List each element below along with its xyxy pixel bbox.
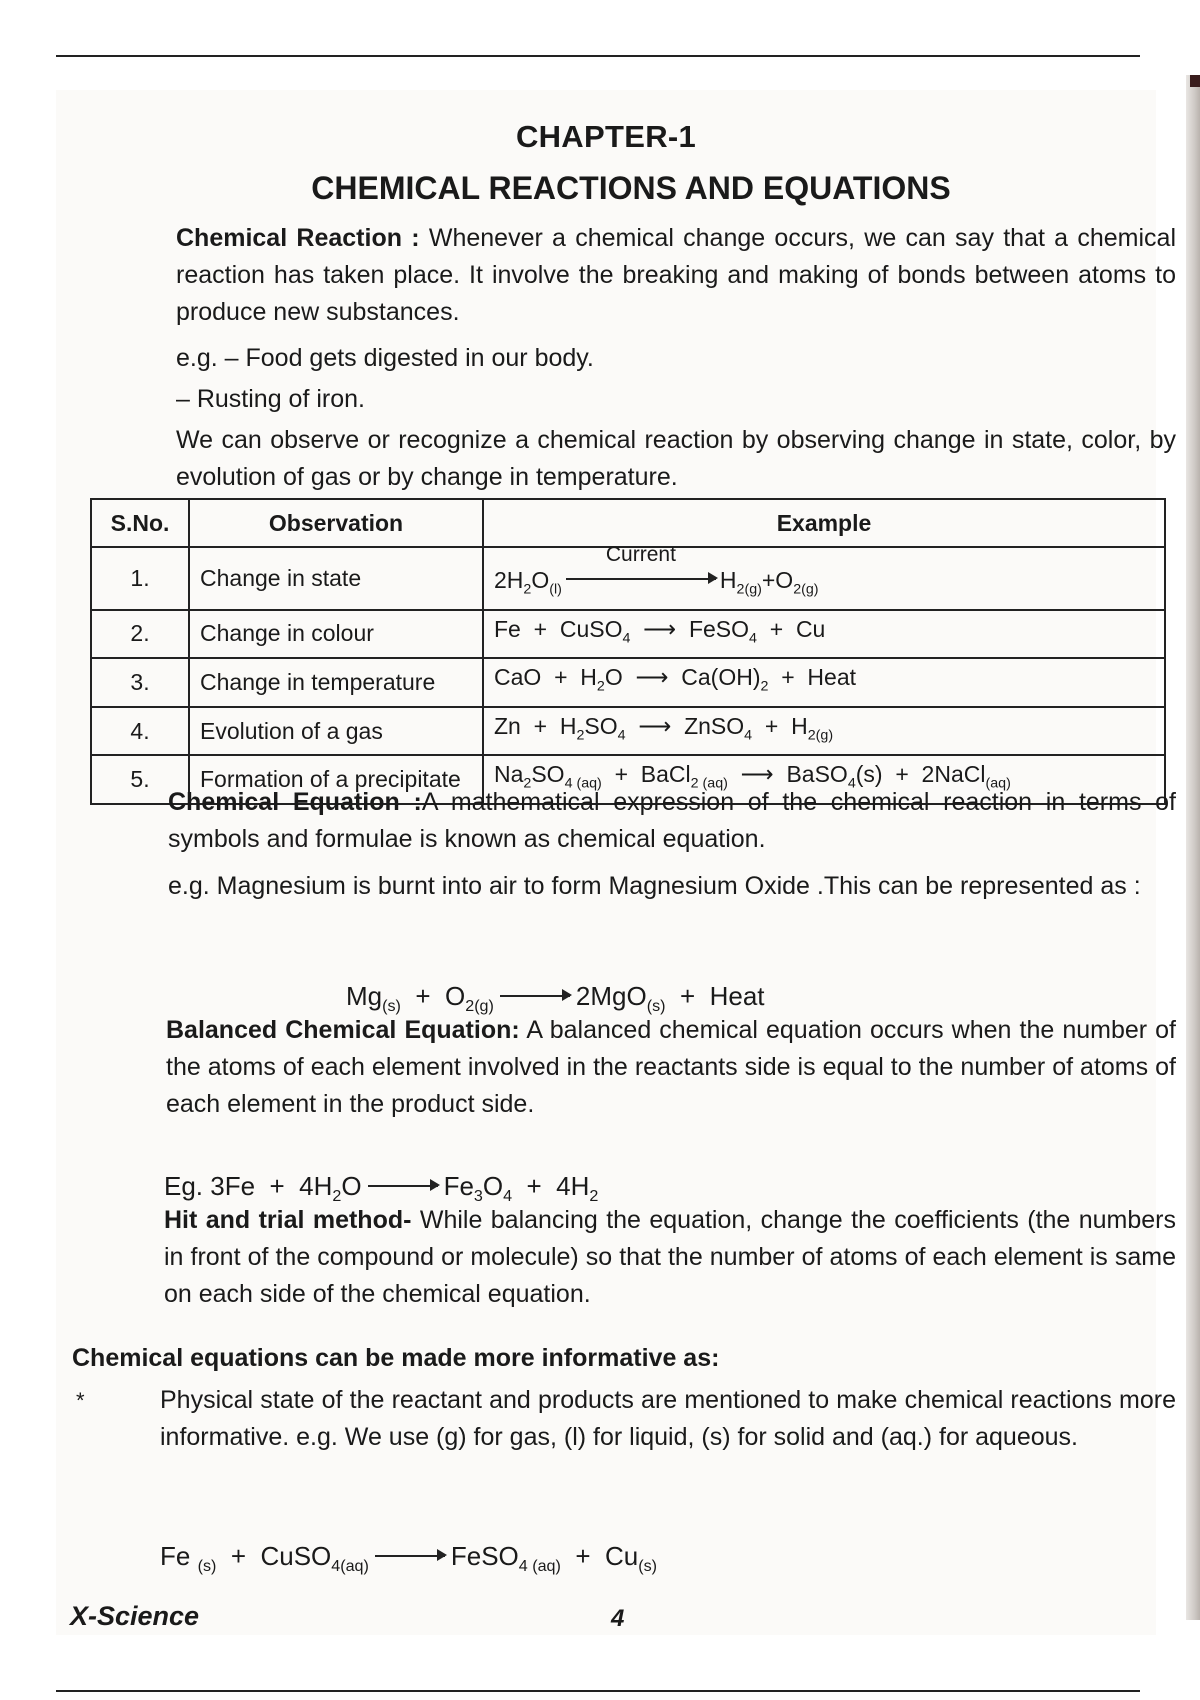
magnesium-equation: $Mg_{(s)} + O_{2(g)}$ 2MgO$_{(s)}$ + Heat [346, 981, 765, 1016]
row-observation: Change in colour [189, 610, 483, 659]
example-line-1: e.g. – Food gets digested in our body. [176, 344, 594, 372]
table-row [91, 658, 1165, 707]
hit-trial-term: Hit and trial method- [164, 1206, 412, 1234]
row-sno: 2. [91, 610, 189, 659]
row-example: Fe + CuSO$_4$ ⟶ FeSO$_4$ + Cu [483, 610, 1165, 659]
table-row [91, 547, 1165, 610]
current-arrow [562, 543, 720, 599]
row-observation: Change in state [189, 547, 483, 610]
observations-table [90, 498, 1166, 805]
arrow-label: Current [605, 543, 676, 566]
page-number: 4 [611, 1605, 625, 1632]
header-example: Example [483, 499, 1165, 547]
table-row [91, 707, 1165, 756]
document-page [56, 90, 1177, 1635]
row-example: $Na_2SO_{4 (aq)}$ + BaCl$_{2 (aq)}$ ⟶ BaSO$_4$(s) + 2NaCl$_{(aq)}$ [483, 755, 1165, 804]
iron-equation: Eg. $3Fe + 4H_2O$ $Fe_3O_4 + 4H_2$ [164, 1171, 599, 1206]
page-edge-mark [1190, 75, 1200, 87]
chemical-equation-text: A mathematical expression of the chemical reaction in terms of symbols and formulae is known as chemical equation. [168, 788, 1177, 853]
observe-paragraph: We can observe or recognize a chemical reaction by observing change in state, color, by evolution of gas or by change in temperature. [176, 426, 1176, 491]
hit-trial-text: While balancing the equation, change the coefficients (the numbers in front of the compound or molecule) so that the number of atoms of each element is same on each side of the chemical equation. [164, 1206, 1176, 1308]
informative-heading: Chemical equations can be made more informative as: [72, 1344, 720, 1372]
row-example: $Zn + H_2SO_4$ ⟶ ZnSO$_4$ + $H_{2(g)}$ [483, 707, 1165, 756]
row-sno: 1. [91, 547, 189, 610]
copper-sulphate-equation: Fe $_{(s)}$ + CuSO$_{4(aq)}$ FeSO$_{4 (aq)}$ + $Cu_{(s)}$ [160, 1541, 658, 1576]
balanced-equation-term: Balanced Chemical Equation: [166, 1016, 520, 1044]
magnesium-example: e.g. Magnesium is burnt into air to form Magnesium Oxide .This can be represented as : [168, 872, 1141, 900]
balanced-equation-text: A balanced chemical equation occurs when the number of the atoms of each element involved in the reactants side is equal to the number of atoms of each element in the product side. [166, 1016, 1176, 1118]
chemical-reaction-paragraph [176, 220, 1176, 331]
row-observation: Change in temperature [189, 658, 483, 707]
header-sno: S.No. [91, 499, 189, 547]
footer-subject: X-Science [70, 1601, 200, 1631]
bottom-rule [56, 1690, 1140, 1692]
row-example: $2H_2O_{(l)}$ Current $H_{2(g)}+O_{2(g)}$ [483, 547, 1165, 610]
row-observation: Evolution of a gas [189, 707, 483, 756]
hit-trial-paragraph [164, 1202, 1176, 1313]
row-example: CaO + $H_2O$ ⟶ $Ca(OH)_2$ + Heat [483, 658, 1165, 707]
chapter-label: CHAPTER-1 [515, 119, 697, 154]
chemical-reaction-text: Whenever a chemical change occurs, we can say that a chemical reaction has taken place. It involve the breaking and making of bonds between atoms to produce new substances. [176, 224, 1176, 326]
row-observation: Formation of a precipitate [189, 755, 483, 804]
chemical-equation-paragraph [168, 784, 1176, 858]
page-title: CHEMICAL REACTIONS AND EQUATIONS [311, 170, 951, 206]
bullet-marker: * [76, 1388, 85, 1413]
balanced-equation-paragraph [166, 1012, 1176, 1123]
page-edge [1186, 75, 1200, 1620]
header-observation: Observation [189, 499, 483, 547]
physical-state-paragraph: Physical state of the reactant and products are mentioned to make chemical reactions more informative. e.g. We use (g) for gas, (l) for liquid, (s) for solid and (aq.) for aqueous. [160, 1386, 1176, 1451]
chemical-reaction-term: Chemical Reaction : [176, 224, 420, 252]
table-row [91, 610, 1165, 659]
top-rule [56, 55, 1140, 57]
row-sno: 3. [91, 658, 189, 707]
chemical-equation-term: Chemical Equation : [168, 788, 422, 816]
row-sno: 5. [91, 755, 189, 804]
example-line-2: – Rusting of iron. [176, 385, 365, 413]
row-sno: 4. [91, 707, 189, 756]
